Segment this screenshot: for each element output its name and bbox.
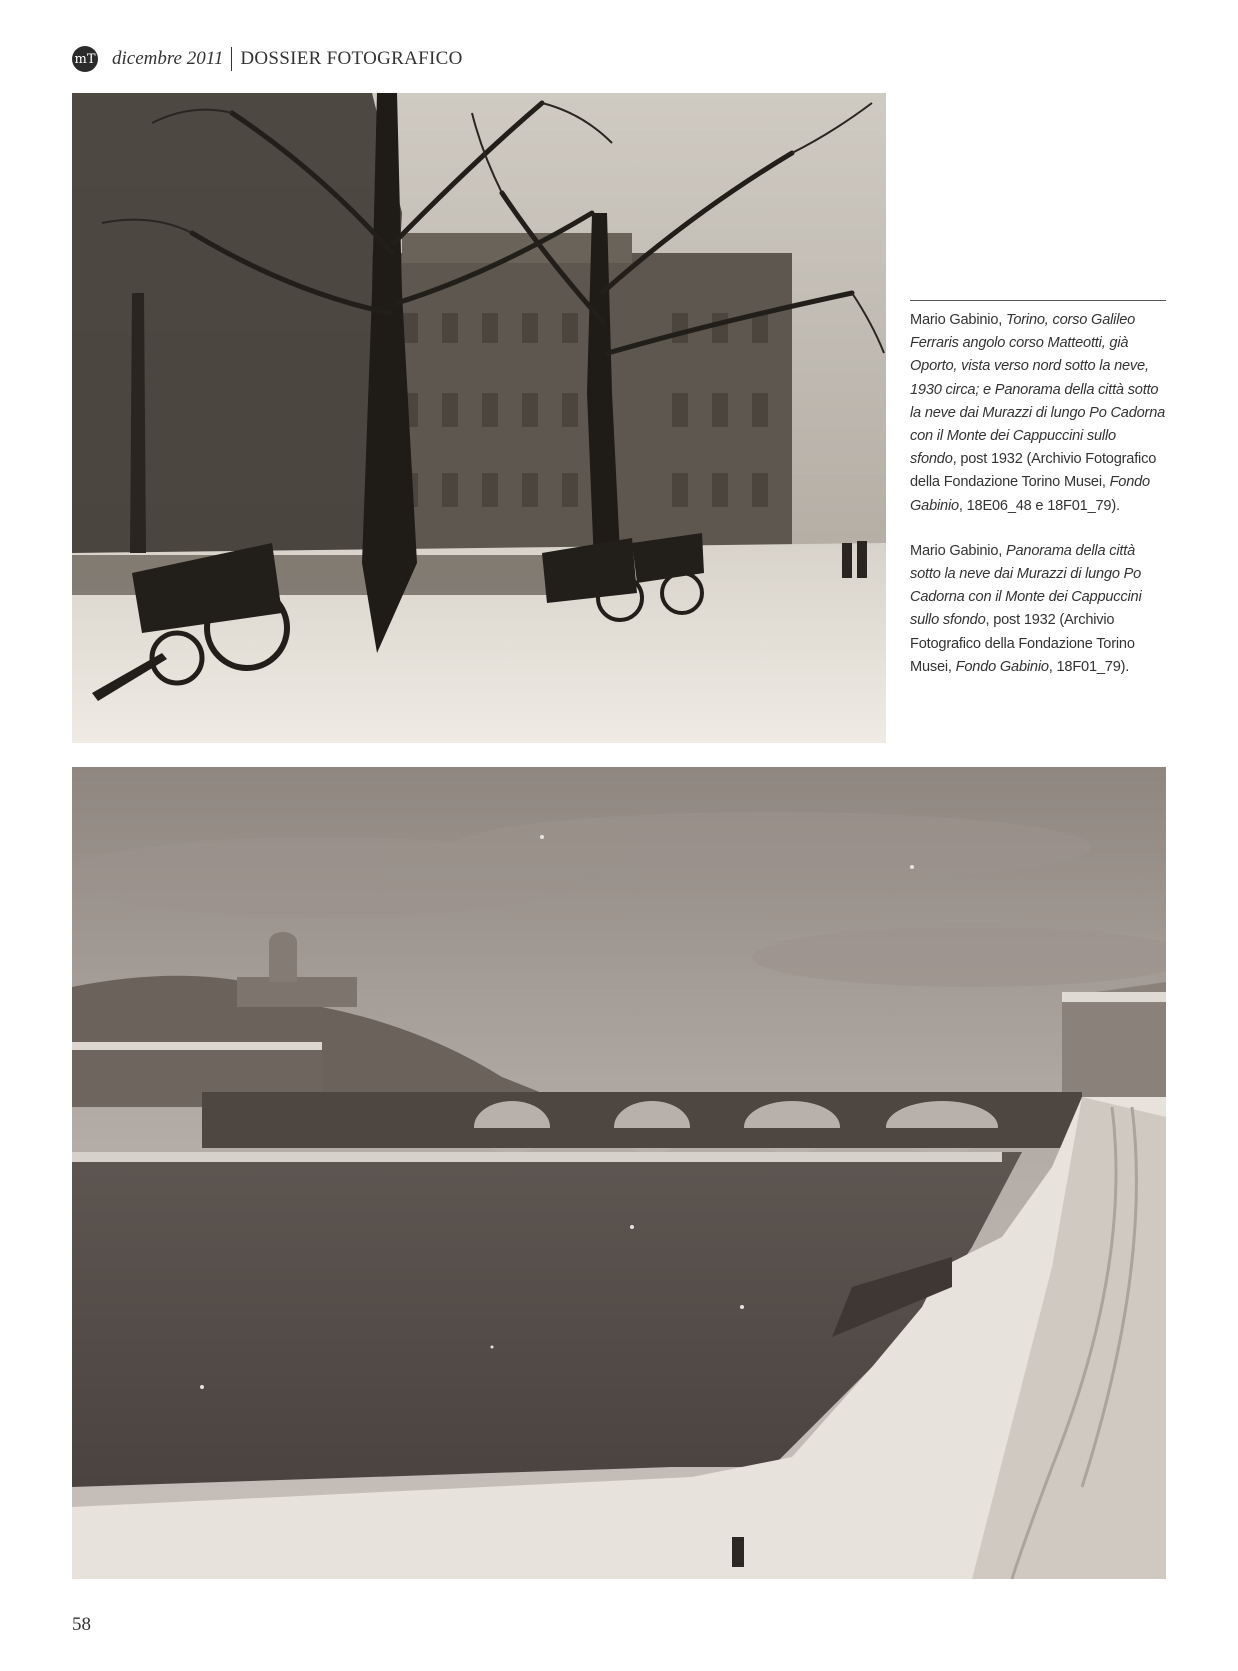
caption-2: [910, 540, 1166, 679]
caption-2-author: Mario Gabinio,: [910, 542, 1006, 559]
issue-date: dicembre 2011: [112, 48, 224, 69]
header-divider: [231, 47, 232, 71]
caption-2-fondo: Fondo Gabinio: [955, 658, 1049, 675]
photo-snowy-park: [72, 93, 886, 743]
photo-river-panorama: [72, 767, 1166, 1579]
caption-1-credit: , post 1932 (Archivio Fotografico della Fondazione Torino Musei,: [910, 451, 1157, 491]
caption-1: [910, 309, 1166, 518]
caption-1-author: Mario Gabinio,: [910, 312, 1006, 328]
page-number: 58: [72, 1614, 91, 1635]
caption-2-credit: , post 1932 (Archivio Fotografico della Fondazione Torino Musei,: [910, 612, 1135, 675]
caption-1-fondo: Fondo Gabinio: [910, 474, 1150, 514]
caption-1-code: , 18E06_48 e 18F01_79).: [958, 497, 1120, 514]
caption-2-title: Panorama della città sotto la neve dai Murazzi di lungo Po Cadorna con il Monte dei Cappuccini sullo sfondo: [910, 542, 1142, 629]
page-header: [72, 44, 463, 74]
photo-captions: [910, 300, 1166, 701]
caption-2-code: , 18F01_79).: [1048, 658, 1130, 675]
logo-text: mT: [74, 51, 96, 67]
caption-1-title: Torino, corso Galileo Ferraris angolo corso Matteotti, già Oporto, vista verso nord sotto la neve, 1930 circa; e Panorama della città sotto la neve dai Murazzi di lungo Po Cadorna con il Monte dei Cappuccini sullo sfondo: [910, 312, 1166, 468]
magazine-logo: [72, 46, 98, 72]
section-title: DOSSIER FOTOGRAFICO: [240, 48, 463, 69]
